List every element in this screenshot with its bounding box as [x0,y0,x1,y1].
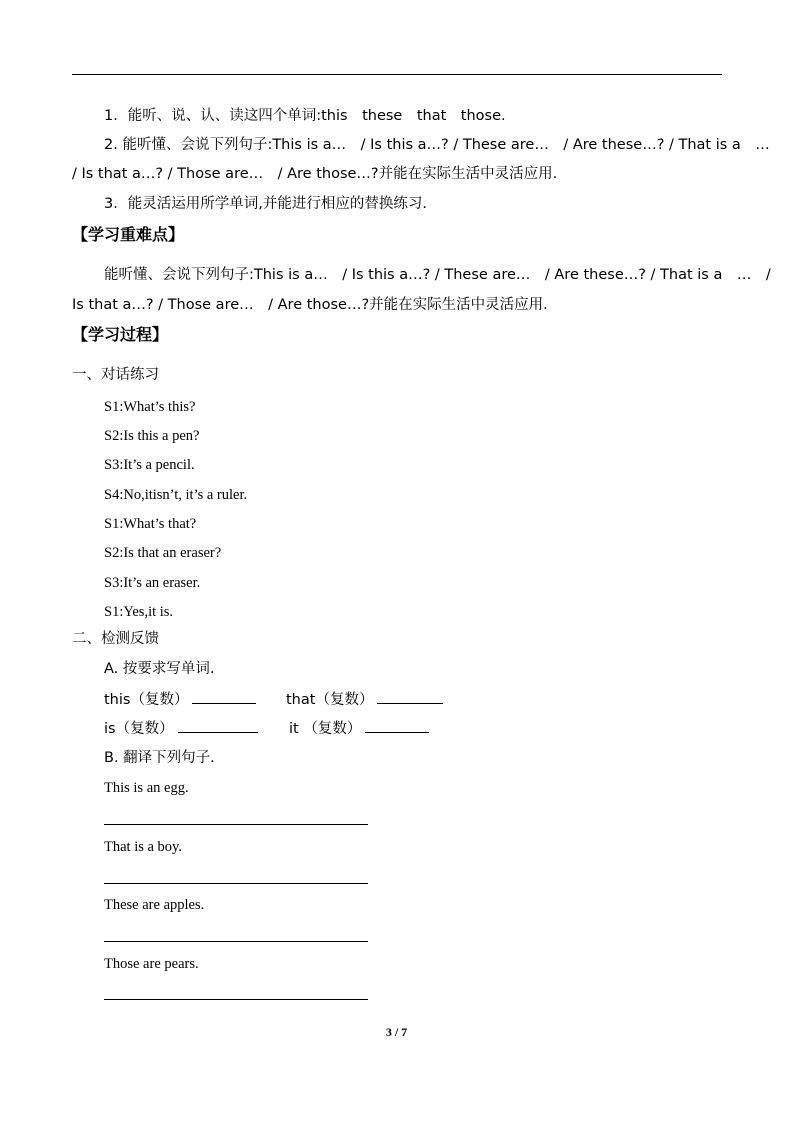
answer-blank[interactable] [192,689,256,704]
answer-line[interactable] [104,824,368,825]
part-b-title: B. 翻译下列句子. [104,750,215,766]
answer-line[interactable] [104,999,368,1000]
word-item-label: it （复数） [289,721,362,737]
answer-blank[interactable] [377,689,443,704]
translate-sentence: Those are pears. [104,956,199,972]
dialogue-line: S4:No,itisn’t, it’s a ruler. [104,487,248,503]
word-item-label: this（复数） [104,692,189,708]
dialogue-line: S3:It’s an eraser. [104,575,201,591]
objective-2-line-1: 2. 能听懂、会说下列句子:This is a… / Is this a…? / These are… / Are these…? / That is a … [104,137,770,153]
process-heading: 【学习过程】 [72,325,169,344]
key-points-line-2: Is that a…? / Those are… / Are those…?并能在实际生活中灵活应用. [72,297,548,313]
translate-sentence: These are apples. [104,897,205,913]
word-item [289,718,429,739]
word-item [104,718,258,739]
dialogue-line: S2:Is that an eraser? [104,545,222,561]
header-rule [72,74,722,75]
word-item-label: that（复数） [286,692,374,708]
dialogue-line: S1:What’s that? [104,516,197,532]
part-a-title: A. 按要求写单词. [104,661,215,677]
objective-3: 3．能灵活运用所学单词,并能进行相应的替换练习. [104,196,427,212]
objective-1: 1．能听、说、认、读这四个单词:this these that those. [104,108,506,124]
word-item-label: is（复数） [104,721,174,737]
answer-blank[interactable] [365,718,429,733]
dialogue-line: S2:Is this a pen? [104,428,200,444]
section-1-title: 一、对话练习 [72,367,159,383]
key-points-heading: 【学习重难点】 [72,225,185,244]
dialogue-line: S3:It’s a pencil. [104,457,195,473]
section-2-title: 二、检测反馈 [72,631,159,647]
answer-blank[interactable] [178,718,258,733]
answer-line[interactable] [104,883,368,884]
translate-sentence: This is an egg. [104,780,189,796]
dialogue-line: S1:Yes,it is. [104,604,174,620]
dialogue-line: S1:What’s this? [104,399,196,415]
objective-2-line-2: / Is that a…? / Those are… / Are those…?并能在实际生活中灵活应用. [72,166,558,182]
answer-line[interactable] [104,941,368,942]
key-points-line-1: 能听懂、会说下列句子:This is a… / Is this a…? / These are… / Are these…? / That is a … / [104,267,771,283]
word-item [286,689,443,710]
translate-sentence: That is a boy. [104,839,182,855]
word-item [104,689,256,710]
page-number: 3 / 7 [385,1025,408,1039]
